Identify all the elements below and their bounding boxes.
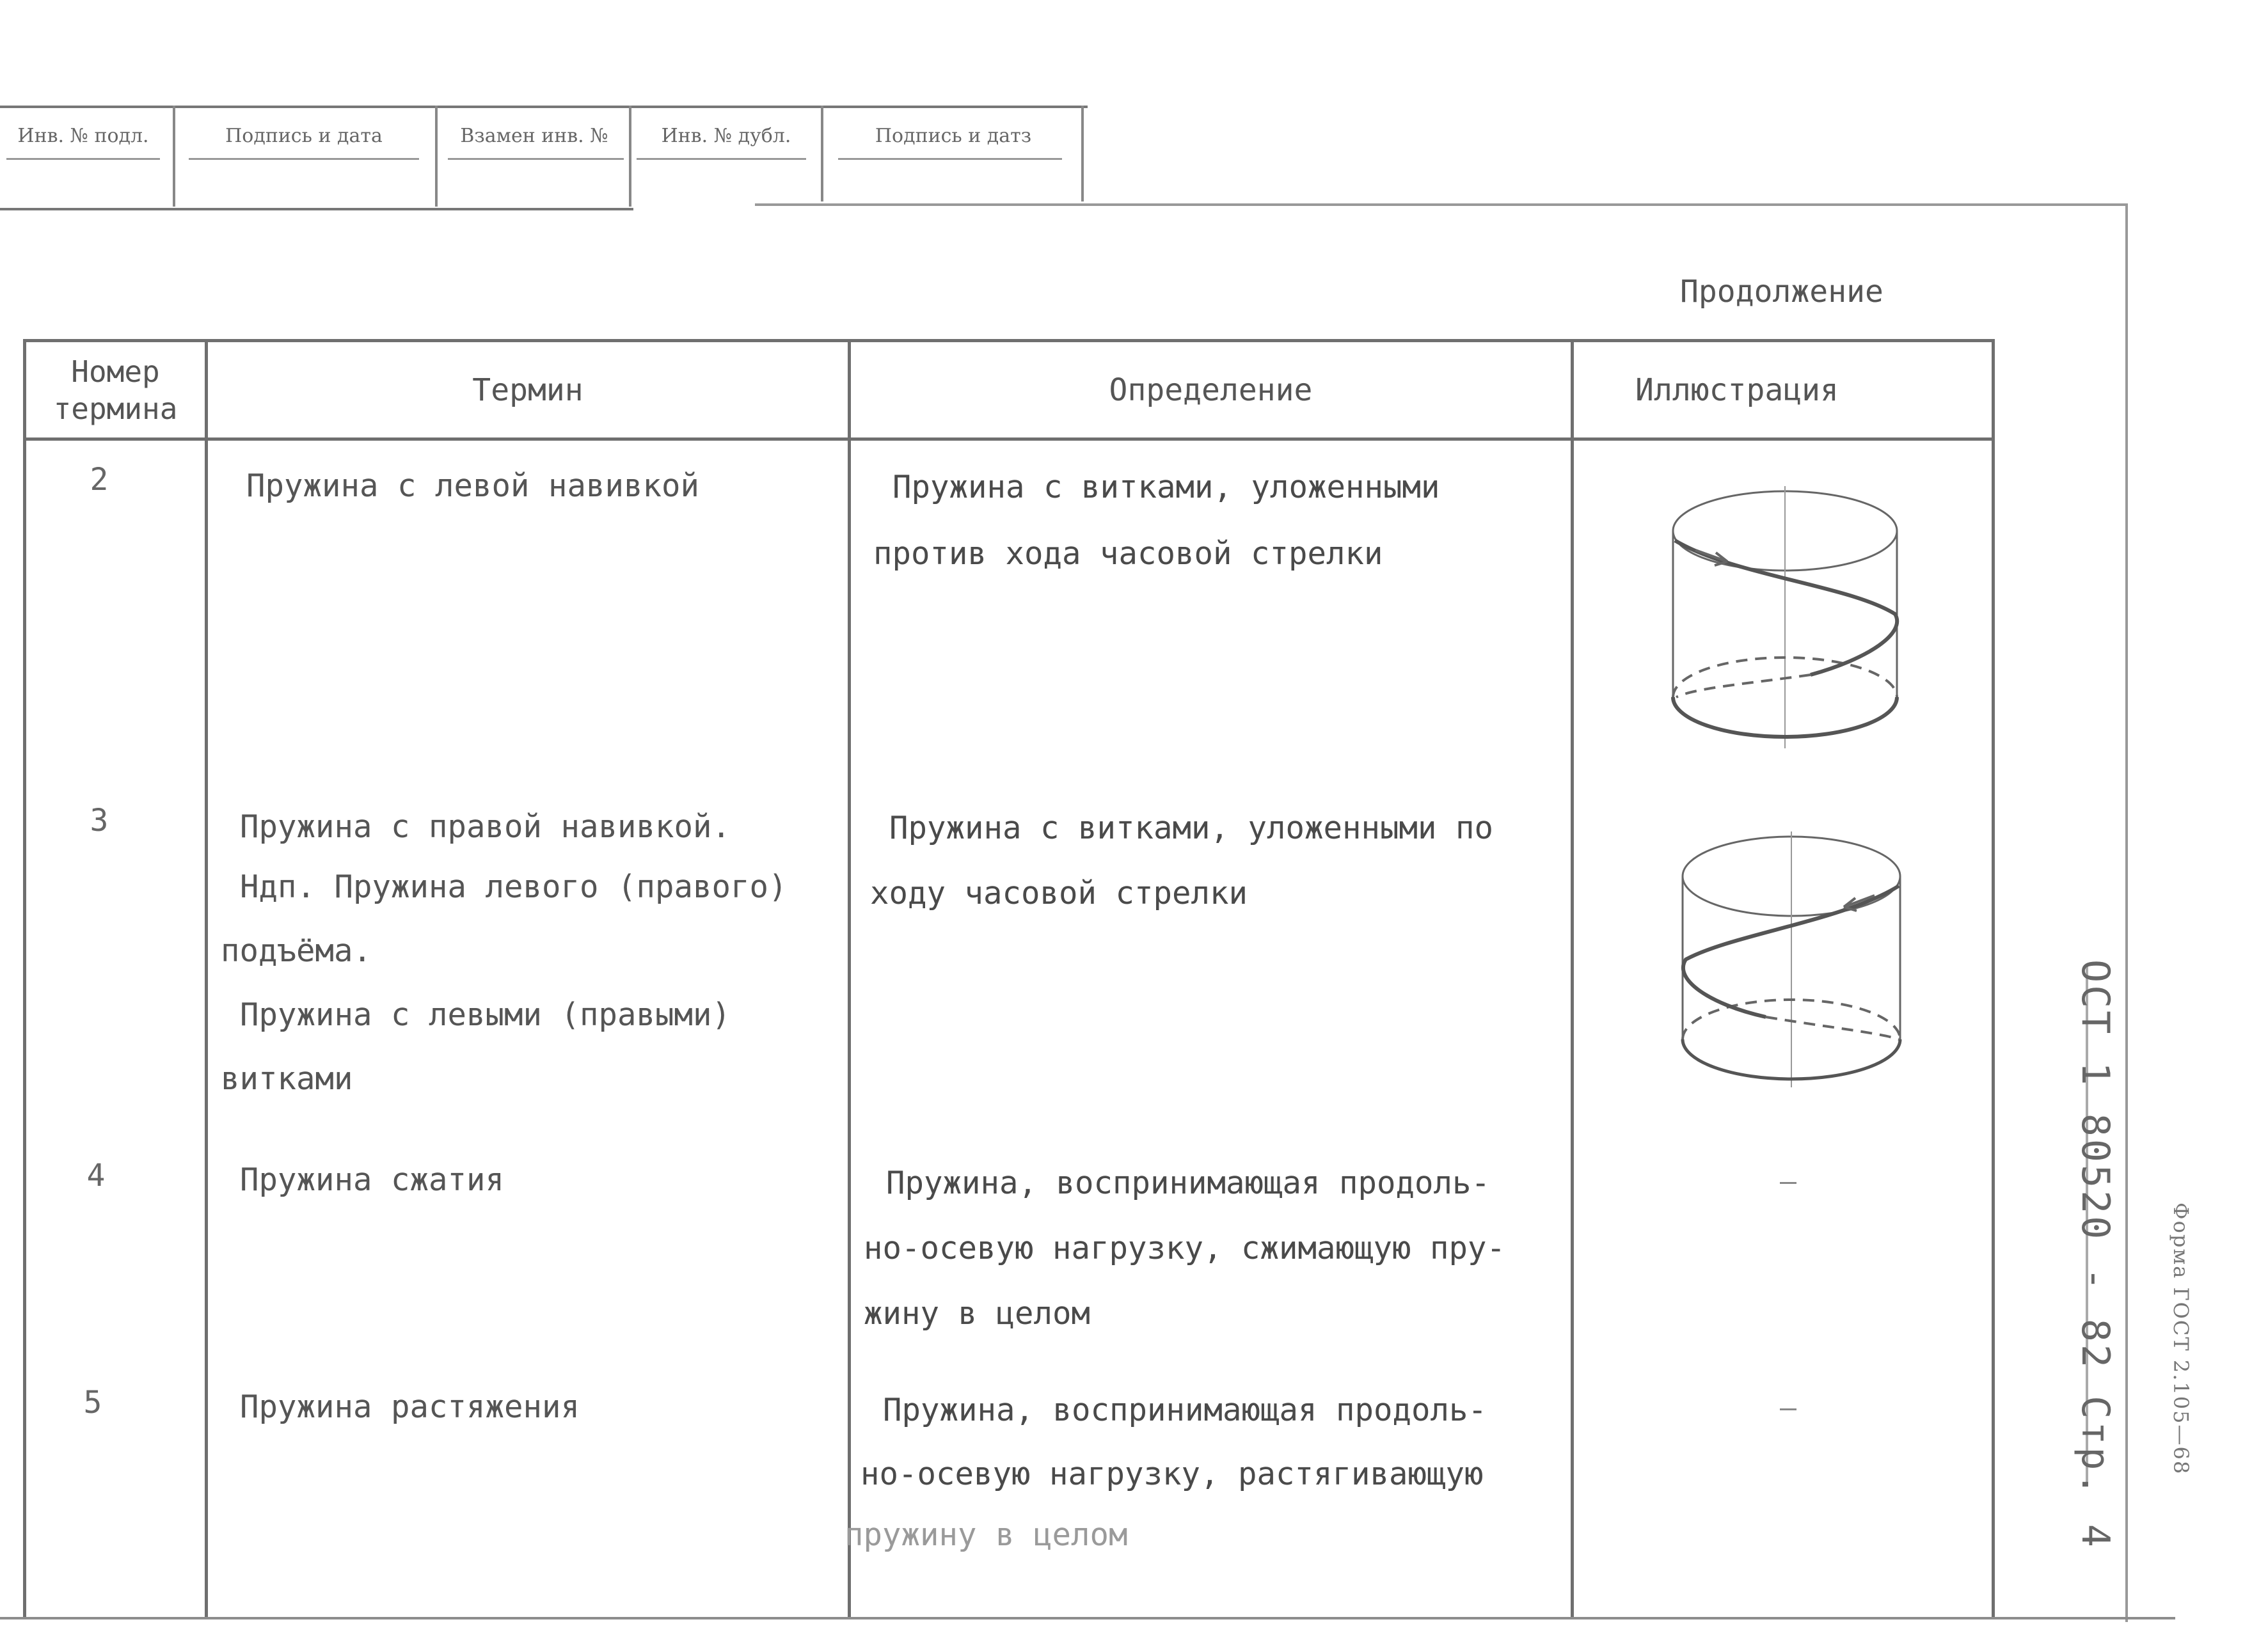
- header-number-line1: Номер: [71, 354, 160, 389]
- term-line: Ндп. Пружина левого (правого): [240, 869, 788, 905]
- frame-bottom-line: [0, 1617, 2175, 1619]
- row-number: 5: [83, 1385, 102, 1421]
- stamp-inv-original: Инв. № подл.: [17, 125, 149, 147]
- header-term: Термин: [472, 372, 583, 408]
- header-number-line2: термина: [53, 391, 178, 426]
- definition-line: пружину в целом: [845, 1517, 1128, 1553]
- right-hand-coil-icon: [1663, 825, 1919, 1094]
- stamp-inv-duplicate: Инв. № дубл.: [661, 125, 791, 147]
- illustration-dash: [1780, 1408, 1796, 1410]
- term-line: Пружина с левыми (правыми): [240, 997, 731, 1033]
- table-header-separator: [23, 437, 1995, 441]
- document-code: ОСТ 1 80520 - 82 Стр. 4: [2073, 959, 2118, 1550]
- stamp-signature-date: Подпись и дата: [225, 125, 383, 147]
- row-number: 3: [90, 803, 109, 839]
- stamp-signature-date-2: Подпись и датз: [875, 125, 1032, 147]
- table-col-divider-1: [205, 339, 208, 1617]
- definition-line: жину в целом: [864, 1295, 1091, 1332]
- table-col-divider-2: [848, 339, 851, 1617]
- term-line: Пружина с левой навивкой: [246, 468, 700, 504]
- term-line: Пружина растяжения: [240, 1389, 580, 1425]
- form-reference: Форма ГОСТ 2.105—68: [2169, 1202, 2193, 1476]
- header-term-number: [26, 342, 205, 437]
- term-line: Пружина с правой навивкой.: [240, 808, 731, 845]
- frame-top-line: [755, 203, 2127, 206]
- term-line: подъёма.: [221, 933, 372, 969]
- table-right-border: [1992, 339, 1995, 1617]
- continuation-label: Продолжение: [1680, 274, 1883, 310]
- archive-stamp: [0, 106, 1088, 208]
- table-col-divider-3: [1571, 339, 1574, 1617]
- term-line: витками: [221, 1060, 353, 1097]
- term-line: Пружина сжатия: [240, 1162, 505, 1198]
- definition-line: ходу часовой стрелки: [870, 875, 1248, 911]
- stamp-replaces-inv: Взамен инв. №: [460, 125, 608, 147]
- definition-line: Пружина с витками, уложенными: [892, 469, 1440, 505]
- illustration-dash: [1780, 1182, 1796, 1184]
- left-hand-coil-icon: [1657, 480, 1913, 761]
- definition-line: против хода часовой стрелки: [873, 535, 1383, 572]
- definition-line: Пружина, воспринимающая продоль-: [886, 1165, 1491, 1201]
- definition-line: Пружина с витками, уложенными по: [889, 810, 1494, 846]
- definition-line: но-осевую нагрузку, растягивающую: [860, 1456, 1484, 1492]
- row-number: 4: [86, 1158, 106, 1194]
- header-illustration: Иллюстрация: [1635, 372, 1839, 408]
- frame-right-line: [2125, 203, 2128, 1622]
- definition-line: Пружина, воспринимающая продоль-: [883, 1392, 1487, 1428]
- row-number: 2: [90, 462, 109, 498]
- header-definition: Определение: [1109, 372, 1313, 408]
- table-left-border: [23, 339, 26, 1617]
- definition-line: но-осевую нагрузку, сжимающую пру-: [864, 1230, 1506, 1266]
